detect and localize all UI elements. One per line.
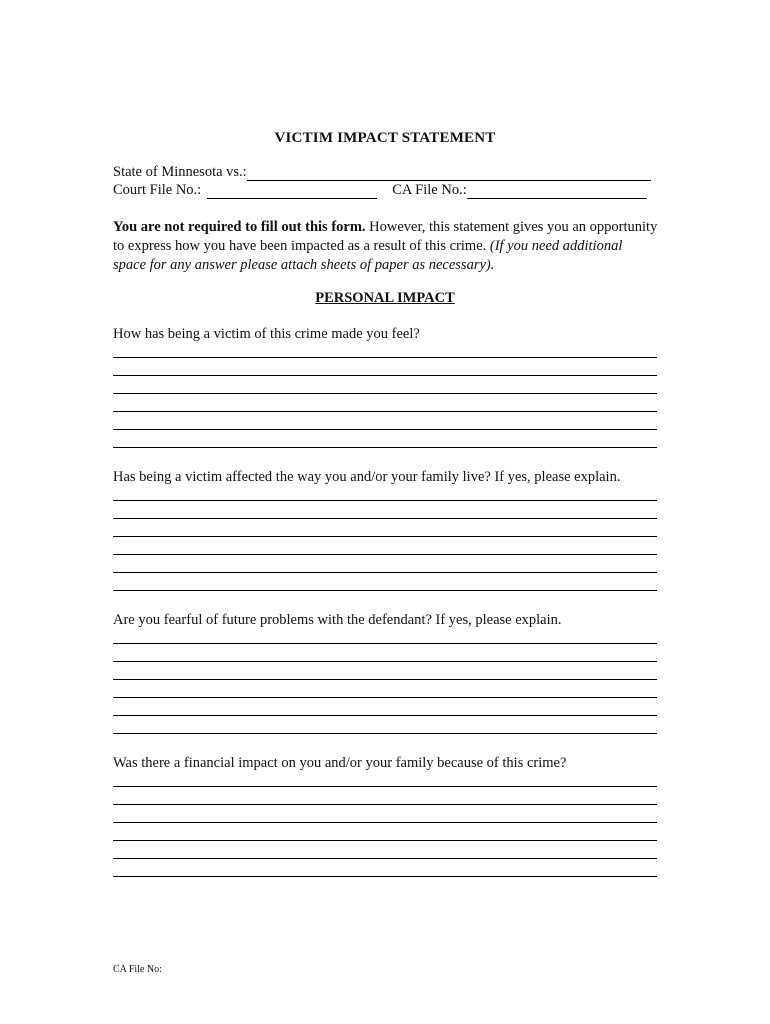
question-1: How has being a victim of this crime made you feel? [113, 326, 420, 342]
answer-line-4-4[interactable] [113, 840, 657, 841]
answer-line-3-2[interactable] [113, 661, 657, 662]
intro-bold-text: You are not required to fill out this form. [113, 219, 366, 235]
question-2: Has being a victim affected the way you and/or your family live? If yes, please explain. [113, 469, 621, 485]
answer-line-1-4[interactable] [113, 411, 657, 412]
answer-line-4-3[interactable] [113, 822, 657, 823]
file-numbers-row [113, 182, 647, 199]
intro-text: However, this statement gives you an opportunity to express how you have been impacted as a result of this crime. [113, 219, 658, 254]
answer-line-1-3[interactable] [113, 393, 657, 394]
question-4: Was there a financial impact on you and/or your family because of this crime? [113, 755, 567, 771]
answer-line-3-6[interactable] [113, 733, 657, 734]
answer-line-2-6[interactable] [113, 590, 657, 591]
court-file-number-field[interactable] [207, 184, 377, 199]
intro-paragraph [113, 218, 658, 275]
answer-line-3-1[interactable] [113, 643, 657, 644]
court-file-label: Court File No.: [113, 182, 202, 198]
answer-line-1-1[interactable] [113, 357, 657, 358]
form-title: VICTIM IMPACT STATEMENT [274, 130, 496, 146]
answer-line-2-2[interactable] [113, 518, 657, 519]
answer-line-3-4[interactable] [113, 697, 657, 698]
answer-line-2-4[interactable] [113, 554, 657, 555]
answer-line-3-5[interactable] [113, 715, 657, 716]
answer-line-1-6[interactable] [113, 447, 657, 448]
answer-line-4-1[interactable] [113, 786, 657, 787]
ca-file-label: CA File No.: [392, 182, 467, 198]
ca-file-number-field[interactable] [467, 184, 647, 199]
answer-line-3-3[interactable] [113, 679, 657, 680]
section-heading: PERSONAL IMPACT [315, 290, 455, 306]
footer-ca-file: CA File No: [113, 964, 162, 975]
answer-line-2-1[interactable] [113, 500, 657, 501]
answer-line-2-3[interactable] [113, 536, 657, 537]
answer-line-1-2[interactable] [113, 375, 657, 376]
intro-italic-text: (If you need additional space for any answer please attach sheets of paper as necessary). [113, 238, 623, 273]
answer-line-1-5[interactable] [113, 429, 657, 430]
state-row [113, 164, 651, 181]
answer-line-4-5[interactable] [113, 858, 657, 859]
answer-line-4-2[interactable] [113, 804, 657, 805]
answer-line-4-6[interactable] [113, 876, 657, 877]
answer-line-2-5[interactable] [113, 572, 657, 573]
defendant-name-field[interactable] [247, 166, 651, 181]
state-label: State of Minnesota vs.: [113, 164, 247, 180]
question-3: Are you fearful of future problems with the defendant? If yes, please explain. [113, 612, 562, 628]
